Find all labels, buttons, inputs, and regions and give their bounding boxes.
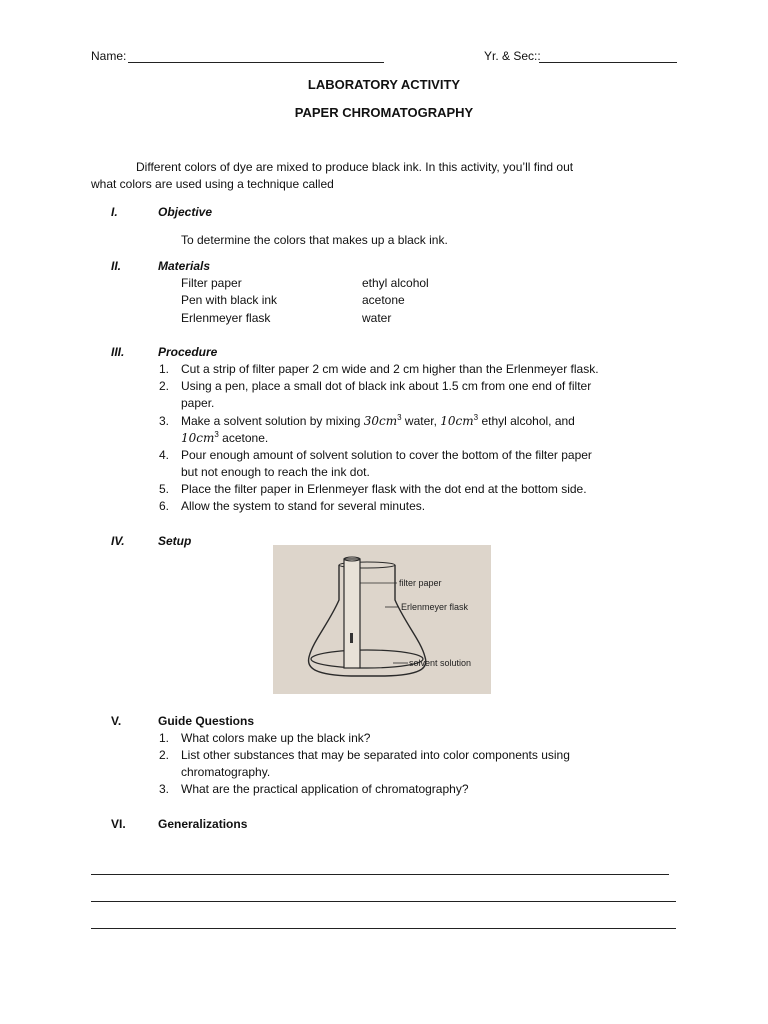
yr-sec-field-line[interactable]	[539, 62, 677, 63]
generalizations-numeral: VI.	[111, 817, 126, 831]
question-text: What colors make up the black ink?	[181, 731, 371, 745]
step-text: Pour enough amount of solvent solution to cover the bottom of the filter paper	[181, 448, 592, 462]
step-text-cont: $10cm^3$ acetone.	[181, 430, 269, 445]
material-item: Erlenmeyer flask	[181, 311, 271, 325]
question-number: 3.	[159, 782, 170, 796]
objective-heading: Objective	[158, 205, 213, 219]
setup-figure	[273, 545, 491, 694]
materials-numeral: II.	[111, 259, 122, 273]
name-field-line[interactable]	[128, 62, 384, 63]
question-number: 1.	[159, 731, 170, 745]
material-item: acetone	[362, 293, 405, 307]
page-title: LABORATORY ACTIVITY	[307, 77, 461, 92]
materials-heading: Materials	[158, 259, 211, 273]
guide-heading: Guide Questions	[158, 714, 255, 728]
question-text: List other substances that may be separated into color components using	[181, 748, 570, 762]
label-solvent-solution: solvent solution	[409, 658, 472, 668]
answer-line[interactable]	[91, 874, 669, 875]
answer-line[interactable]	[91, 901, 676, 902]
step-text: Using a pen, place a small dot of black ink about 1.5 cm from one end of filter	[181, 379, 592, 393]
step-number: 4.	[159, 448, 170, 462]
setup-heading: Setup	[158, 534, 192, 548]
procedure-heading: Procedure	[158, 345, 218, 359]
material-item: Filter paper	[181, 276, 242, 290]
step-number: 2.	[159, 379, 170, 393]
step-number: 1.	[159, 362, 170, 376]
solvent-surface	[311, 650, 423, 668]
material-item: Pen with black ink	[181, 293, 278, 307]
yr-sec-label: Yr. & Sec::	[484, 49, 541, 63]
step-text: Allow the system to stand for several minutes.	[181, 499, 426, 513]
step-number: 6.	[159, 499, 170, 513]
label-erlenmeyer-flask: Erlenmeyer flask	[401, 602, 469, 612]
step-number: 3.	[159, 414, 170, 428]
setup-numeral: IV.	[111, 534, 125, 548]
procedure-numeral: III.	[111, 345, 125, 359]
step-number: 5.	[159, 482, 170, 496]
material-item: water	[362, 311, 392, 325]
question-number: 2.	[159, 748, 170, 762]
intro-line-2: what colors are used using a technique called	[91, 177, 334, 191]
answer-line[interactable]	[91, 928, 676, 929]
question-text: What are the practical application of chromatography?	[181, 782, 469, 796]
page-subtitle: PAPER CHROMATOGRAPHY	[294, 105, 474, 120]
step-text-cont: paper.	[181, 396, 215, 410]
material-item: ethyl alcohol	[362, 276, 429, 290]
label-filter-paper: filter paper	[399, 578, 442, 588]
step-text: Make a solvent solution by mixing $30cm^3$ water, $10cm^3$ ethyl alcohol, and	[181, 413, 575, 428]
step-text-cont: but not enough to reach the ink dot.	[181, 465, 370, 479]
ink-dot	[350, 633, 353, 643]
objective-text: To determine the colors that makes up a black ink.	[181, 233, 448, 247]
objective-numeral: I.	[111, 205, 118, 219]
erlenmeyer-flask-diagram	[273, 545, 491, 694]
name-label: Name:	[91, 49, 127, 63]
intro-line-1: Different colors of dye are mixed to produce black ink. In this activity, you’ll find out	[136, 160, 574, 174]
filter-paper-strip	[344, 559, 360, 668]
guide-numeral: V.	[111, 714, 122, 728]
step-text: Cut a strip of filter paper 2 cm wide and 2 cm higher than the Erlenmeyer flask.	[181, 362, 599, 376]
generalizations-heading: Generalizations	[158, 817, 248, 831]
question-text-cont: chromatography.	[181, 765, 271, 779]
step-text: Place the filter paper in Erlenmeyer flask with the dot end at the bottom side.	[181, 482, 587, 496]
